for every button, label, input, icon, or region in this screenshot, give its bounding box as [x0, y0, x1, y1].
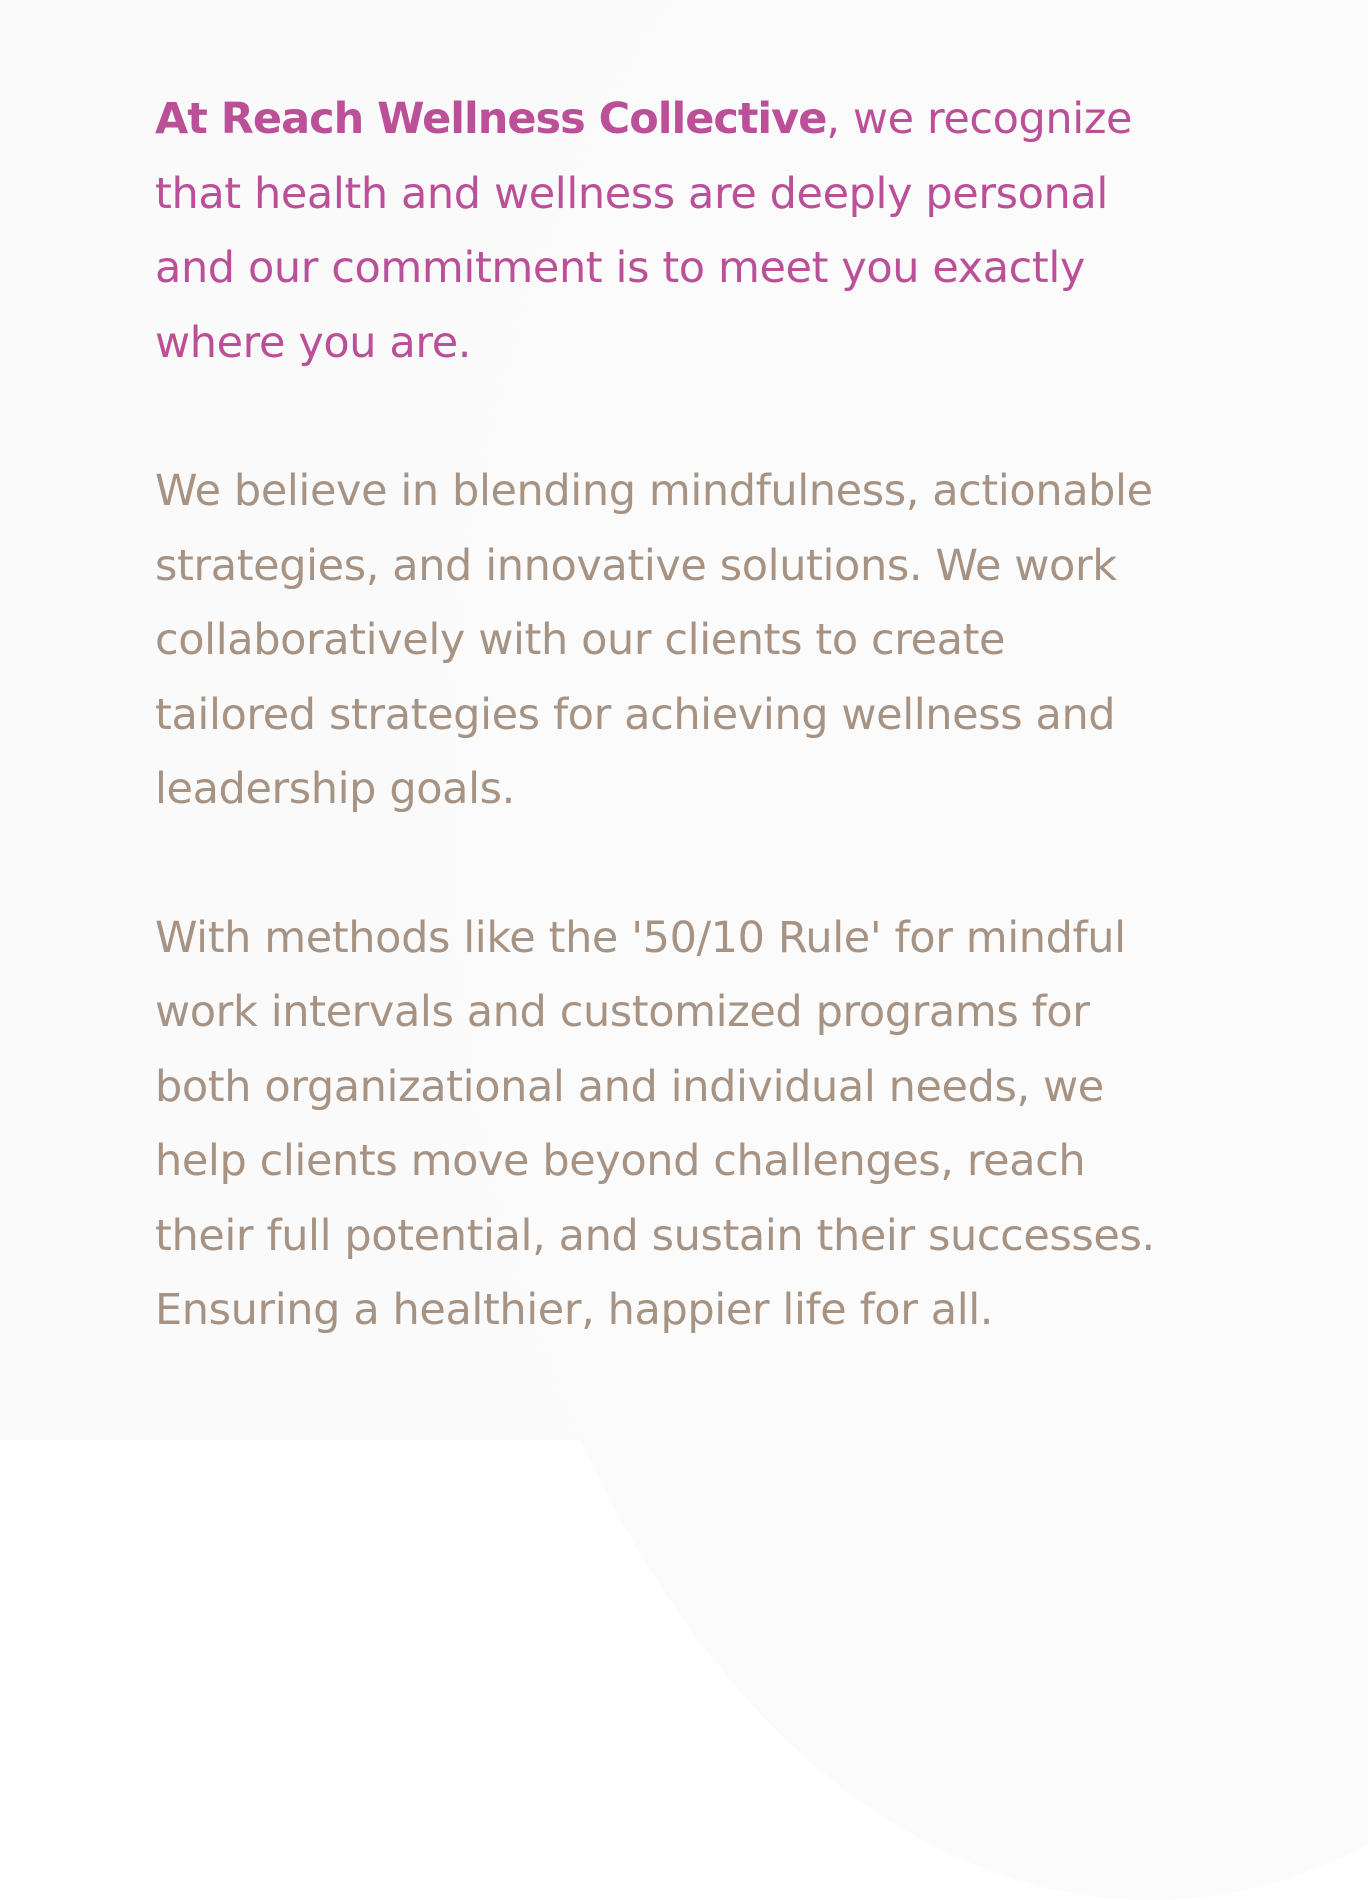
methods-line: their full potential, and sustain their successes. — [155, 1210, 1155, 1261]
intro-line: where you are. — [155, 317, 472, 368]
methods-line: both organizational and individual needs, we — [155, 1061, 1104, 1112]
brand-name: At Reach Wellness Collective — [155, 94, 827, 144]
approach-paragraph — [155, 454, 1255, 827]
approach-line: We believe in blending mindfulness, actionable — [155, 466, 1153, 516]
approach-line: strategies, and innovative solutions. We work — [155, 540, 1117, 591]
methods-line: work intervals and customized programs for — [155, 987, 1090, 1037]
methods-line: With methods like the '50/10 Rule' for mindful — [155, 912, 1126, 963]
intro-paragraph — [155, 82, 1255, 380]
intro-line-1-rest: , we recognize — [826, 94, 1133, 144]
approach-line: tailored strategies for achieving wellness and — [155, 689, 1116, 740]
approach-line: leadership goals. — [155, 764, 515, 814]
methods-line: help clients move beyond challenges, reach — [155, 1136, 1086, 1186]
about-section — [155, 82, 1255, 1348]
methods-paragraph — [155, 901, 1255, 1348]
methods-line: Ensuring a healthier, happier life for all. — [155, 1285, 994, 1335]
approach-line: collaboratively with our clients to create — [155, 615, 1006, 665]
intro-line: that health and wellness are deeply personal — [155, 168, 1108, 219]
intro-line: and our commitment is to meet you exactly — [155, 243, 1085, 293]
